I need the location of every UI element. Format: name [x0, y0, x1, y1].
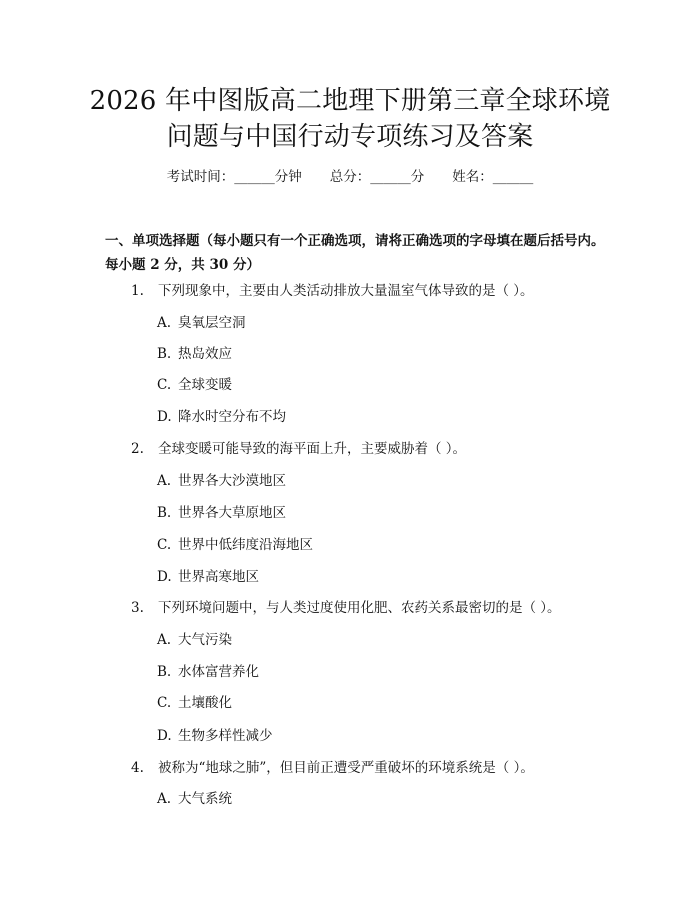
question-1-option-d: [157, 408, 286, 426]
question-2-option-a: [157, 472, 286, 490]
option-text: 土壤酸化: [178, 695, 232, 711]
question-1: [131, 282, 534, 300]
option-text: 降水时空分布不均: [178, 409, 286, 425]
option-letter: D.: [157, 569, 172, 585]
option-text: 热岛效应: [178, 346, 232, 362]
question-4: [131, 759, 534, 777]
option-letter: A.: [157, 473, 172, 489]
question-number: 2.: [131, 441, 144, 457]
exam-meta: [0, 168, 700, 186]
option-letter: A.: [157, 315, 172, 331]
question-1-option-b: [157, 345, 232, 363]
exam-time-field: 考试时间：______分钟: [166, 169, 302, 185]
option-text: 世界各大草原地区: [178, 505, 286, 521]
section-heading: 一、单项选择题（每小题只有一个正确选项，请将正确选项的字母填在题后括号内。每小题 2 分，共 30 分）: [105, 233, 605, 273]
option-letter: C.: [157, 377, 172, 393]
option-text: 世界各大沙漠地区: [178, 473, 286, 489]
option-text: 世界高寒地区: [178, 569, 259, 585]
question-3-option-c: [157, 694, 232, 712]
title-line-1: 2026 年中图版高二地理下册第三章全球环境: [89, 86, 611, 116]
student-name-field: 姓名：______: [452, 169, 534, 185]
question-text: 下列环境问题中，与人类过度使用化肥、农药关系最密切的是（ ）。: [158, 600, 561, 616]
question-1-option-c: [157, 376, 232, 394]
option-text: 大气污染: [178, 632, 232, 648]
option-letter: B.: [157, 664, 172, 680]
question-4-option-a: [157, 790, 232, 808]
question-number: 3.: [131, 600, 144, 616]
option-text: 全球变暖: [178, 377, 232, 393]
question-number: 4.: [131, 760, 144, 776]
question-3: [131, 599, 561, 617]
question-3-option-a: [157, 631, 232, 649]
question-3-option-d: [157, 727, 273, 745]
option-text: 大气系统: [178, 791, 232, 807]
option-letter: B.: [157, 505, 172, 521]
question-2-option-d: [157, 568, 259, 586]
title-line-2: 问题与中国行动专项练习及答案: [166, 122, 534, 152]
option-letter: A.: [157, 791, 172, 807]
question-text: 全球变暖可能导致的海平面上升，主要威胁着（ ）。: [158, 441, 467, 457]
question-2-option-b: [157, 504, 286, 522]
question-2-option-c: [157, 536, 313, 554]
question-1-option-a: [157, 314, 246, 332]
question-3-option-b: [157, 663, 259, 681]
option-letter: D.: [157, 409, 172, 425]
question-text: 被称为“地球之肺”，但目前正遭受严重破坏的环境系统是（ ）。: [158, 760, 534, 776]
option-text: 臭氧层空洞: [178, 315, 246, 331]
option-text: 水体富营养化: [178, 664, 259, 680]
option-text: 世界中低纬度沿海地区: [178, 537, 313, 553]
option-letter: D.: [157, 728, 172, 744]
option-text: 生物多样性减少: [178, 728, 273, 744]
total-score-field: 总分：______分: [329, 169, 425, 185]
question-number: 1.: [131, 283, 144, 299]
question-text: 下列现象中，主要由人类活动排放大量温室气体导致的是（ ）。: [158, 283, 534, 299]
question-2: [131, 440, 466, 458]
option-letter: C.: [157, 695, 172, 711]
option-letter: C.: [157, 537, 172, 553]
option-letter: A.: [157, 632, 172, 648]
page-title: [40, 83, 660, 155]
option-letter: B.: [157, 346, 172, 362]
